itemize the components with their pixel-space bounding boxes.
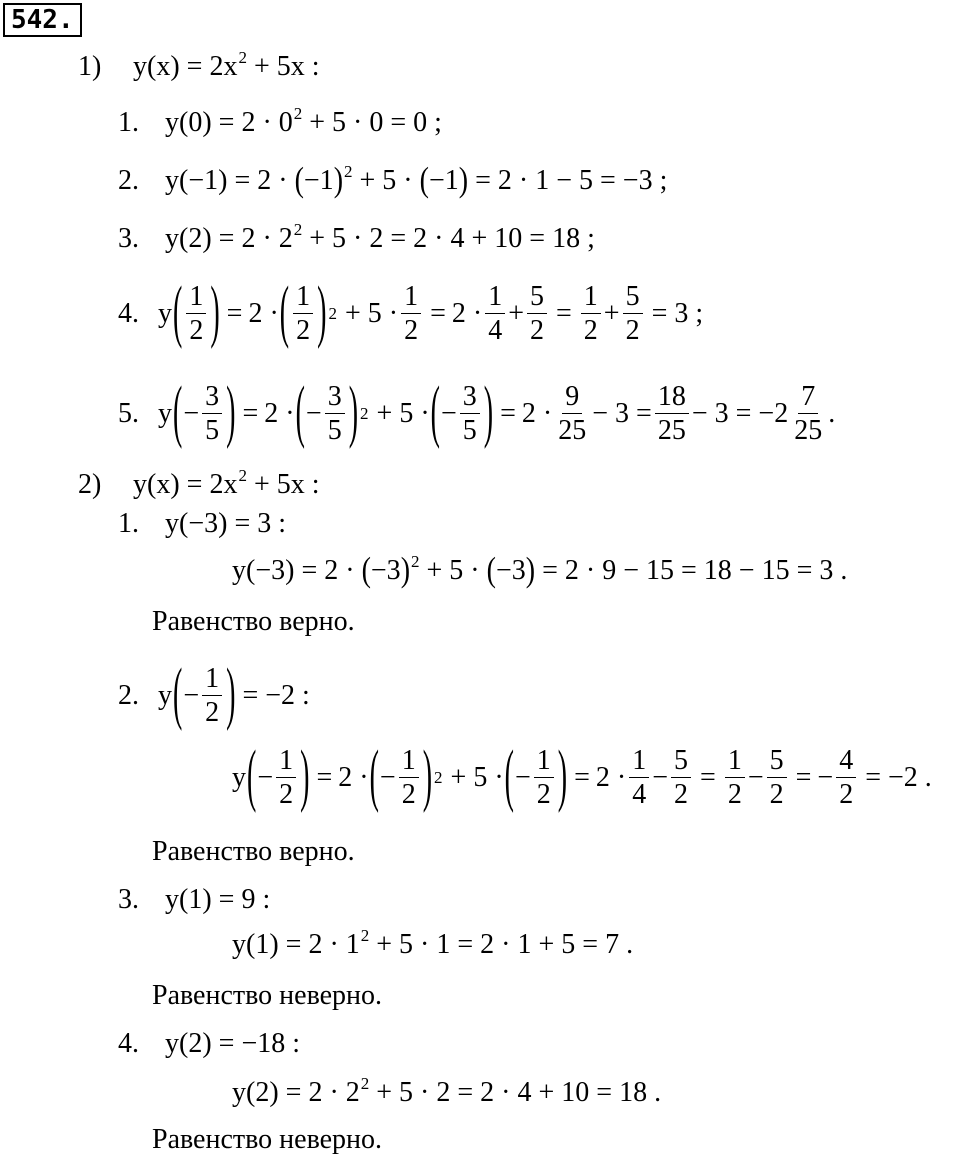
fraction: $\frac{3}{5}$ [325,382,345,446]
expr: 2 · [264,397,295,429]
fraction: $\frac{1}{2}$ [581,282,601,346]
part2-item1-verdict: Равенство верно. [152,606,355,637]
exponent: 2 [360,404,369,424]
item-label: 3. [118,884,139,915]
expr: + 5 · [344,297,399,329]
part2-item3-calc [232,926,633,961]
part2-func-lhs: y(x) = 2x [133,469,238,500]
fraction: $\frac{3}{5}$ [202,382,222,446]
part2-item1-claim [118,508,286,540]
minus: − [440,397,457,429]
exponent: 2 [293,220,303,239]
func-y: y [232,761,246,793]
expr: −1 [303,165,334,196]
item-label: 3. [118,223,139,254]
item-label: 2. [118,165,139,196]
item-label: 5. [118,397,139,429]
exponent: 2 [434,768,443,788]
item-label: 1. [118,107,139,138]
minus: − [747,761,764,793]
expr: −3 [495,555,526,586]
expr: + 5 · [352,165,420,196]
exponent: 2 [360,1074,370,1093]
expr: + 5 · 0 = 0 ; [302,107,442,138]
part2-item4-verdict: Равенство неверно. [152,1124,383,1155]
part2-item4-calc [232,1074,661,1109]
expr: + 5 · 1 = 2 · 1 + 5 = 7 . [369,929,634,960]
part2-item1-calc: $y(-3) = 2 \cdot (-3)^2 + 5 \cdot (-3) = 2 \cdot 9 - 15 = 18 - 15 = 3$ . [232,551,848,590]
exponent: 2 [293,104,303,123]
eq: = [226,297,243,329]
fraction: $\frac{1}{4}$ [629,746,649,810]
minus: − [183,397,200,429]
fraction: $\frac{1}{2}$ [202,664,222,728]
eq: = [555,297,572,329]
expr: = 2 · 9 − 15 = 18 − 15 = 3 . [535,555,848,586]
fraction: $\frac{1}{4}$ [485,282,505,346]
expr: y(−1) = 2 · [165,165,295,196]
part2-func-exp: 2 [238,466,247,485]
expr: = −2 : [242,679,310,711]
eq: = [795,761,812,793]
expr: 2 · [595,761,627,793]
fraction: $\frac{1}{2}$ [401,282,421,346]
problem-number: 542. [3,3,82,37]
part1-item5: 5. y ( − $\frac{3}{5}$ ) = 2 · ( − $\frac{3}{5}$ ) 2 + 5 · ( − $\frac{3}{5}$ ) = 2 · $\frac{9}{25}$ − 3 = $\frac{18}{25}$ − 3 = −2 $\frac{7}{25}$ . [118,373,836,452]
minus: − [514,761,531,793]
part2-header [78,466,320,501]
expr: y(−3) = 3 : [165,508,287,539]
fraction: $\frac{9}{25}$ [558,381,587,447]
part1-header [78,48,320,83]
minus: − [183,679,200,711]
eq: = [316,761,333,793]
eq: = [700,761,716,793]
eq: = [574,761,590,793]
item-label: 1. [118,508,139,539]
expr: y(1) = 9 : [165,884,271,915]
fraction: $\frac{1}{2}$ [399,746,419,810]
expr: y(0) = 2 · 0 [165,107,293,138]
fraction: $\frac{1}{2}$ [276,746,296,810]
expr: −1 [428,165,459,196]
item-label: 4. [118,1028,139,1059]
plus: + [508,297,524,329]
expr: 2 · [451,297,483,329]
fraction: $\frac{1}{2}$ [534,746,554,810]
expr: y(2) = −18 : [165,1028,301,1059]
expr: + 5 · 2 = 2 · 4 + 10 = 18 ; [302,223,595,254]
item-label: 4. [118,297,139,329]
part2-item4-claim [118,1028,300,1060]
fraction: $\frac{1}{2}$ [293,282,313,346]
minus: − [652,761,669,793]
expr: − 3 = [592,397,652,429]
expr: 2 · [248,297,279,329]
expr: + 5 · [450,761,504,793]
fraction: $\frac{7}{25}$ [794,381,823,447]
fraction: $\frac{5}{2}$ [623,282,643,346]
expr: + 5 · [376,397,430,429]
func-y: y [158,297,172,329]
exponent: 2 [344,162,353,181]
expr: + 5 · [419,555,487,586]
func-y: y [158,397,172,429]
expr: y(2) = 2 · 2 [232,1077,360,1108]
part2-item3-verdict: Равенство неверно. [152,980,383,1011]
minus: − [305,397,322,429]
fraction: $\frac{1}{2}$ [725,746,745,810]
eq: = [430,297,446,329]
part1-item2: 2. $y(-1) = 2 \cdot (-1)^2 + 5 \cdot (-1) = 2 \cdot 1 - 5 = -3$ ; [118,161,668,200]
fraction: $\frac{18}{25}$ [655,382,689,446]
expr: y(−3) = 2 · [232,555,362,586]
expr: . [828,397,836,429]
part1-func-exp: 2 [238,48,247,67]
eq: = [242,397,259,429]
expr: = −2 . [865,761,932,793]
expr: − 3 = −2 [691,397,789,429]
expr: 2 · [521,397,553,429]
exponent: 2 [411,552,420,571]
part1-item1 [118,104,442,139]
expr: 2 · [338,761,369,793]
fraction: $\frac{5}{2}$ [527,282,547,346]
fraction: $\frac{4}{2}$ [836,746,856,810]
fraction: $\frac{5}{2}$ [671,746,691,810]
part2-item2-claim: 2. y ( − $\frac{1}{2}$ ) = −2 : [118,655,310,734]
expr: y(1) = 2 · 1 [232,929,360,960]
part1-label: 1) [78,51,102,82]
part1-item3 [118,220,595,255]
minus: − [379,761,396,793]
plus: + [603,297,620,329]
expr: = 2 · 1 − 5 = −3 ; [468,165,668,196]
exponent: 2 [360,926,370,945]
part1-func-lhs: y(x) = 2x [133,51,238,82]
exponent: 2 [328,304,337,324]
part2-func-rhs: + 5x : [246,469,320,500]
item-label: 2. [118,679,139,711]
part1-item4: 4. y ( $\frac{1}{2}$ ) = 2 · ( $\frac{1}{2}$ ) 2 + 5 · $\frac{1}{2}$ = 2 · $\frac{1}{4}$ + $\frac{5}{2}$ = $\frac{1}{2}$ + $\frac{5}{2}$ = 3 ; [118,273,704,352]
fraction: $\frac{5}{2}$ [767,746,787,810]
expr: + 5 · 2 = 2 · 4 + 10 = 18 . [369,1077,662,1108]
part2-item3-claim [118,884,270,916]
minus: − [817,761,834,793]
expr: −3 [370,555,401,586]
func-y: y [158,679,172,711]
minus: − [257,761,274,793]
part2-item2-verdict: Равенство верно. [152,836,355,867]
expr: y(2) = 2 · 2 [165,223,293,254]
part1-func-rhs: + 5x : [246,51,320,82]
fraction: $\frac{3}{5}$ [460,382,480,446]
part2-label: 2) [78,469,102,500]
part2-item2-calc: y ( − $\frac{1}{2}$ ) = 2 · ( − $\frac{1}{2}$ ) 2 + 5 · ( − $\frac{1}{2}$ ) = 2 · $\frac{1}{4}$ − $\frac{5}{2}$ = $\frac{1}{2}$ − $\frac{5}{2}$ = − $\frac{4}{2}$ = −2 . [232,737,932,816]
eq: = [500,397,516,429]
fraction: $\frac{1}{2}$ [186,282,206,346]
expr: = 3 ; [651,297,704,329]
